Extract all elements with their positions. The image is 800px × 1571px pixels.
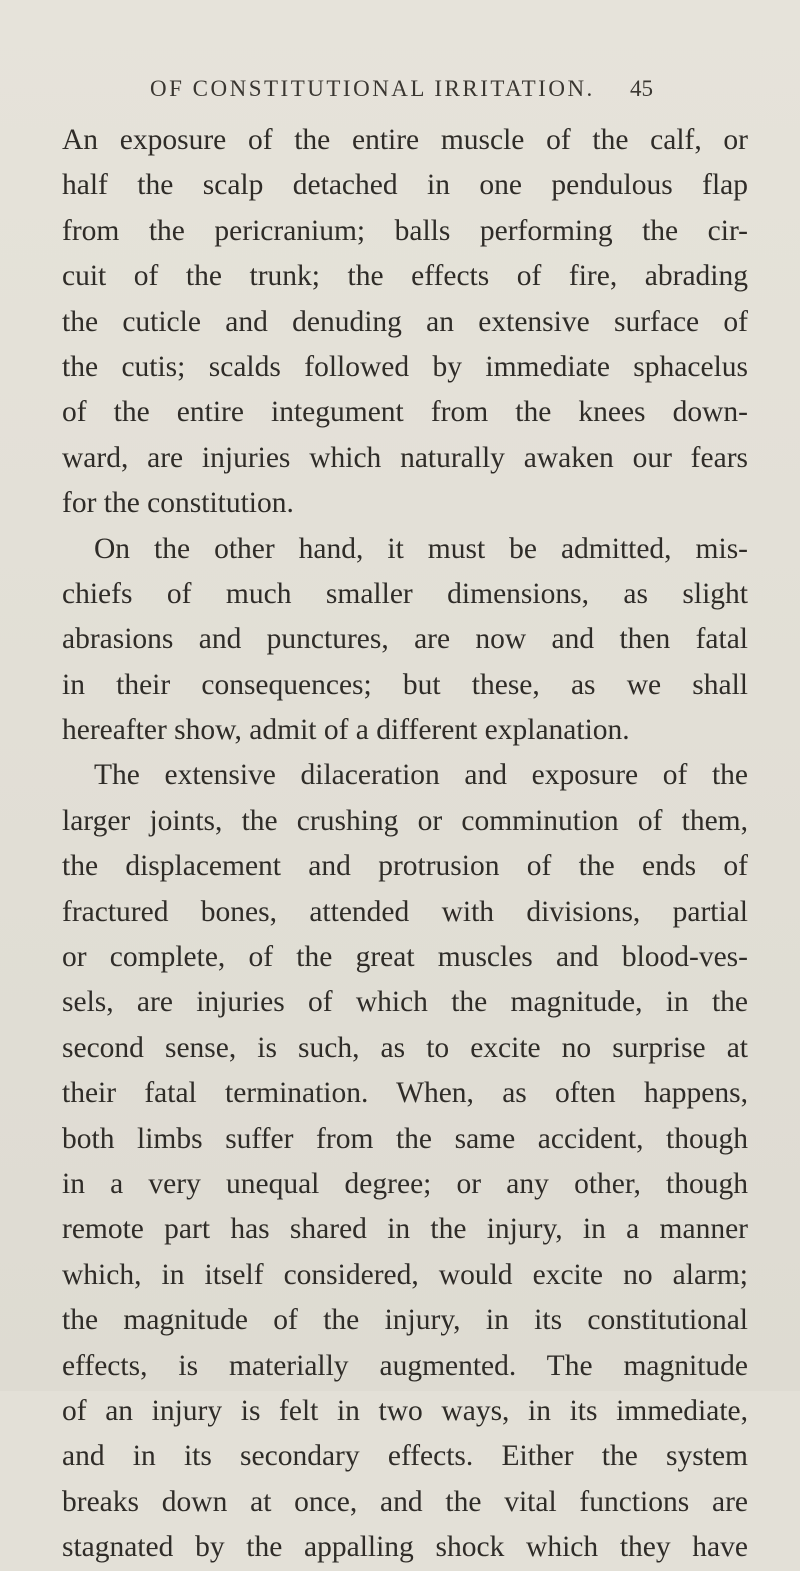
text-line: chiefs of much smaller dimensions, as slight — [62, 577, 748, 610]
text-line: and in its secondary effects. Either the system — [62, 1440, 748, 1473]
text-line: second sense, is such, as to excite no surprise at — [62, 1031, 748, 1064]
text-line: half the scalp detached in one pendulous flap — [62, 169, 748, 202]
text-line: stagnated by the appalling shock which they have — [62, 1531, 748, 1564]
text-line: An exposure of the entire muscle of the calf, or — [62, 124, 748, 156]
text-line: or complete, of the great muscles and blood-ves- — [62, 941, 748, 974]
text-line: effects, is materially augmented. The magnitude — [62, 1349, 748, 1382]
text-line: of an injury is felt in two ways, in its immediate, — [62, 1394, 748, 1427]
text-line: fractured bones, attended with divisions, partial — [62, 895, 748, 928]
text-line: in their consequences; but these, as we shall — [62, 668, 748, 701]
text-line: remote part has shared in the injury, in a manner — [62, 1213, 748, 1246]
body-text — [62, 118, 748, 1571]
text-line: for the constitution. — [62, 487, 294, 520]
text-line: both limbs suffer from the same accident, though — [62, 1122, 748, 1155]
text-line: in a very unequal degree; or any other, though — [62, 1167, 748, 1200]
running-title: OF CONSTITUTIONAL IRRITATION. — [150, 76, 595, 101]
text-line: ward, are injuries which naturally awaken our fears — [62, 441, 748, 474]
text-line: the cutis; scalds followed by immediate sphacelus — [62, 350, 748, 383]
text-line: cuit of the trunk; the effects of fire, abrading — [62, 260, 748, 293]
page-number: 45 — [630, 76, 653, 101]
text-line: their fatal termination. When, as often happens, — [62, 1077, 748, 1110]
text-line: of the entire integument from the knees down- — [62, 396, 748, 429]
paragraph-start-line: The extensive dilaceration and exposure of the — [94, 759, 748, 792]
paragraph-start-line: On the other hand, it must be admitted, mis- — [94, 532, 748, 565]
text-line: the cuticle and denuding an extensive surface of — [62, 305, 748, 338]
text-line: breaks down at once, and the vital functions are — [62, 1485, 748, 1518]
text-line: larger joints, the crushing or comminution of them, — [62, 804, 748, 837]
text-line: the magnitude of the injury, in its constitutional — [62, 1304, 748, 1337]
text-line: sels, are injuries of which the magnitude, in the — [62, 986, 748, 1019]
text-line: hereafter show, admit of a different explanation. — [62, 714, 630, 747]
running-head — [0, 76, 800, 106]
text-line: abrasions and punctures, are now and then fatal — [62, 623, 748, 656]
text-line: the displacement and protrusion of the ends of — [62, 850, 748, 883]
text-line: from the pericranium; balls performing the cir- — [62, 214, 748, 247]
text-line: which, in itself considered, would excite no alarm; — [62, 1258, 748, 1291]
